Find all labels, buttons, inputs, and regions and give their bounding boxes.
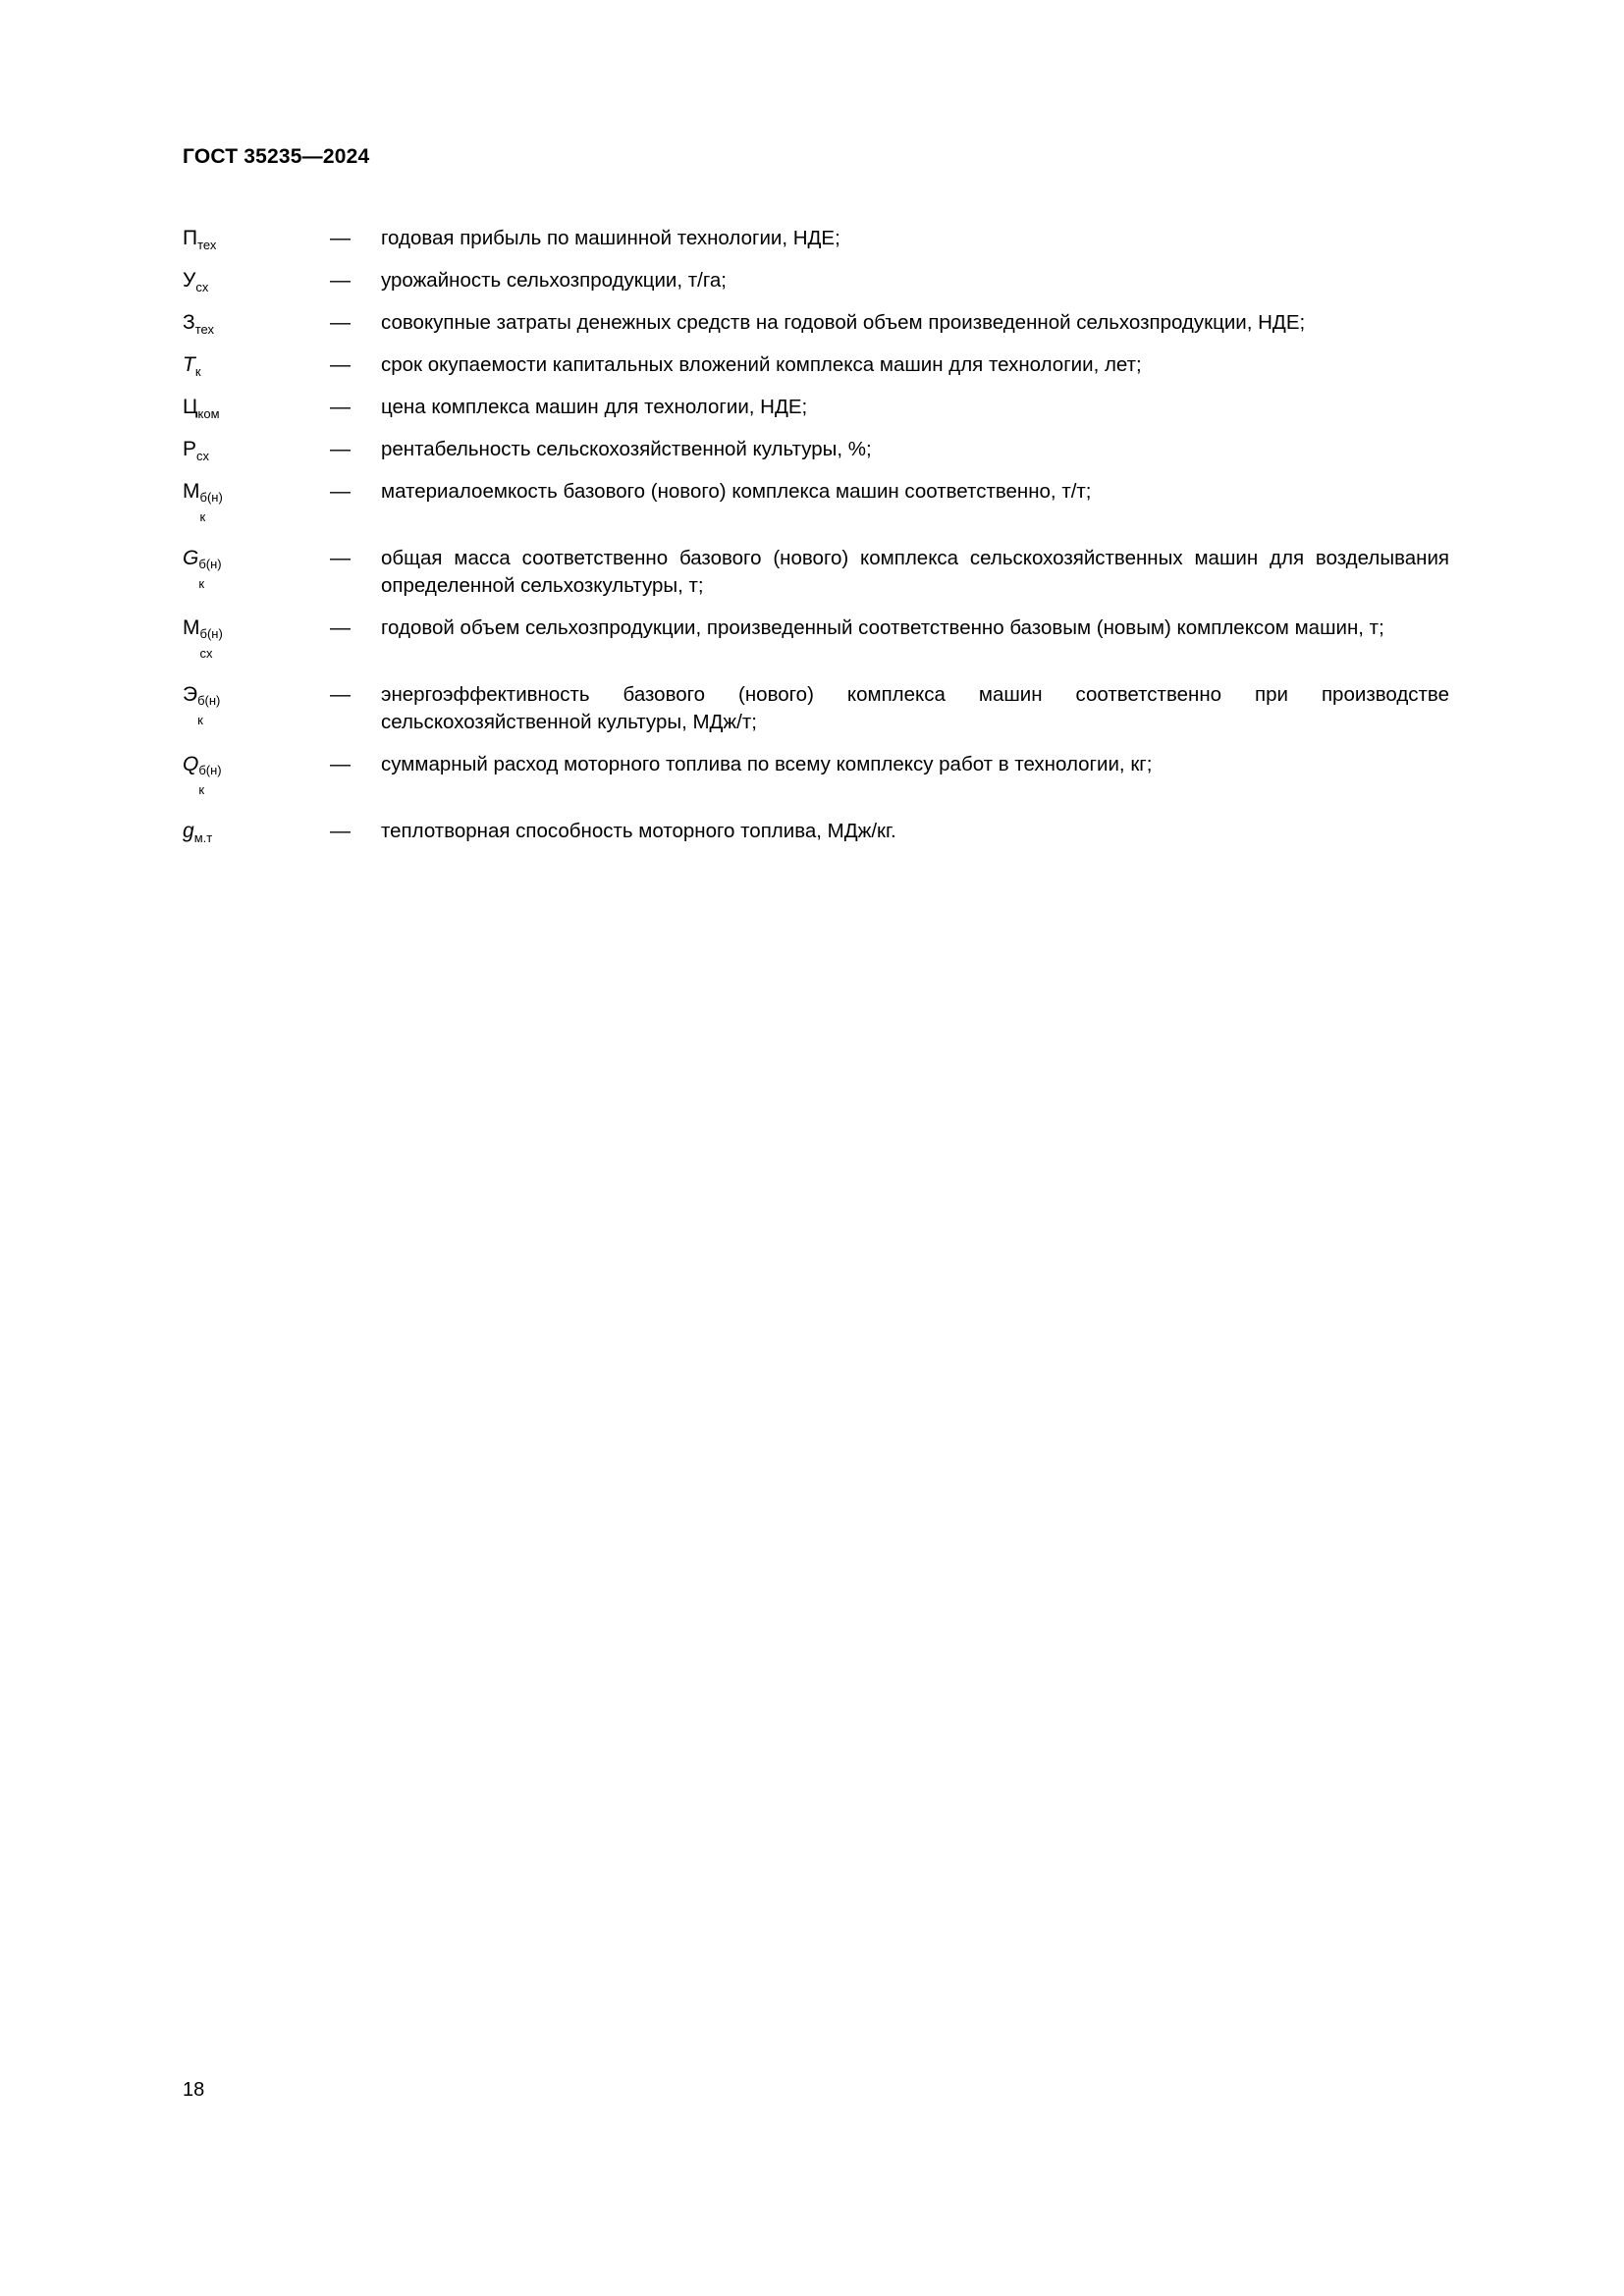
em-dash: — (330, 438, 351, 460)
symbol-subscript: сх (196, 449, 210, 463)
definition-text: энергоэффективность базового (нового) комплекса машин соответственно при производстве сельскохозяйственной культуры, МДж/т; (381, 683, 1449, 733)
definition-text: совокупные затраты денежных средств на годовой объем произведенной сельхозпродукции, НДЕ; (381, 311, 1306, 334)
symbol-subscript: к (194, 364, 201, 379)
symbol-subscript: м.т (193, 830, 213, 845)
symbol: $У_{сх}$ (183, 269, 209, 294)
definition-text: урожайность сельхозпродукции, т/га; (381, 269, 727, 292)
symbol: $Р_{сх}$ (183, 438, 210, 463)
list-item (183, 750, 1449, 803)
em-dash: — (330, 480, 351, 503)
em-dash: — (330, 396, 351, 418)
definition-text: материалоемкость базового (нового) комплекса машин соответственно, т/т; (381, 480, 1092, 503)
symbol: Q б(н) к (183, 750, 330, 777)
list-item (183, 350, 1449, 379)
em-dash: — (330, 547, 351, 569)
definition-text: цена комплекса машин для технологии, НДЕ; (381, 396, 808, 418)
symbol-subscript: к (198, 576, 205, 591)
symbol-subscript: к (199, 509, 206, 524)
symbol-superscript: б(н) (199, 490, 223, 505)
em-dash: — (330, 616, 351, 639)
symbol: $П_{тех}$ (183, 227, 217, 252)
symbol-superscript: б(н) (198, 557, 222, 571)
symbol: $T_к$ (183, 353, 201, 379)
symbol-subscript: тех (197, 238, 217, 252)
em-dash: — (330, 820, 351, 842)
symbol-subscript: ком (197, 406, 220, 421)
symbol: Э б(н) к (183, 680, 330, 708)
definition-text: годовой объем сельхозпродукции, произведенный соответственно базовым (новым) комплексом машин, т; (381, 616, 1384, 639)
list-item (183, 680, 1449, 736)
symbol-subscript: сх (199, 646, 213, 661)
list-item (183, 817, 1449, 845)
list-item (183, 477, 1449, 530)
symbol: $Ц_{ком}$ (183, 396, 220, 421)
em-dash: — (330, 353, 351, 376)
symbol: G б(н) к (183, 544, 330, 571)
definition-text: теплотворная способность моторного топлива, МДж/кг. (381, 820, 896, 842)
em-dash: — (330, 311, 351, 334)
em-dash: — (330, 683, 351, 706)
list-item (183, 224, 1449, 252)
list-item (183, 393, 1449, 421)
em-dash: — (330, 753, 351, 775)
em-dash: — (330, 269, 351, 292)
symbol: М б(н) к (183, 477, 330, 505)
list-item (183, 266, 1449, 294)
definition-text: суммарный расход моторного топлива по всему комплексу работ в технологии, кг; (381, 753, 1153, 775)
symbol-superscript: б(н) (197, 693, 221, 708)
list-item (183, 614, 1449, 667)
symbol-subscript: к (198, 782, 205, 797)
symbol: $З_{тех}$ (183, 311, 214, 337)
symbol-subscript: сх (195, 280, 209, 294)
symbol-superscript: б(н) (198, 763, 222, 777)
list-item (183, 544, 1449, 600)
symbol-subscript: к (197, 713, 203, 727)
definitions-list (183, 224, 1449, 859)
list-item (183, 308, 1449, 337)
symbol: М б(н) сх (183, 614, 330, 641)
page-header: ГОСТ 35235—2024 (183, 145, 370, 168)
symbol-superscript: б(н) (199, 626, 223, 641)
definition-text: общая масса соответственно базового (нового) комплекса сельскохозяйственных машин для возделывания определенной сельхозкультуры, т; (381, 547, 1449, 597)
em-dash: — (330, 227, 351, 249)
page-number: 18 (183, 2079, 205, 2101)
symbol: $g_{м.т}$ (183, 820, 213, 845)
definition-text: рентабельность сельскохозяйственной культуры, %; (381, 438, 872, 460)
definition-text: годовая прибыль по машинной технологии, НДЕ; (381, 227, 840, 249)
symbol-subscript: тех (194, 322, 214, 337)
definition-text: срок окупаемости капитальных вложений комплекса машин для технологии, лет; (381, 353, 1142, 376)
list-item (183, 435, 1449, 463)
